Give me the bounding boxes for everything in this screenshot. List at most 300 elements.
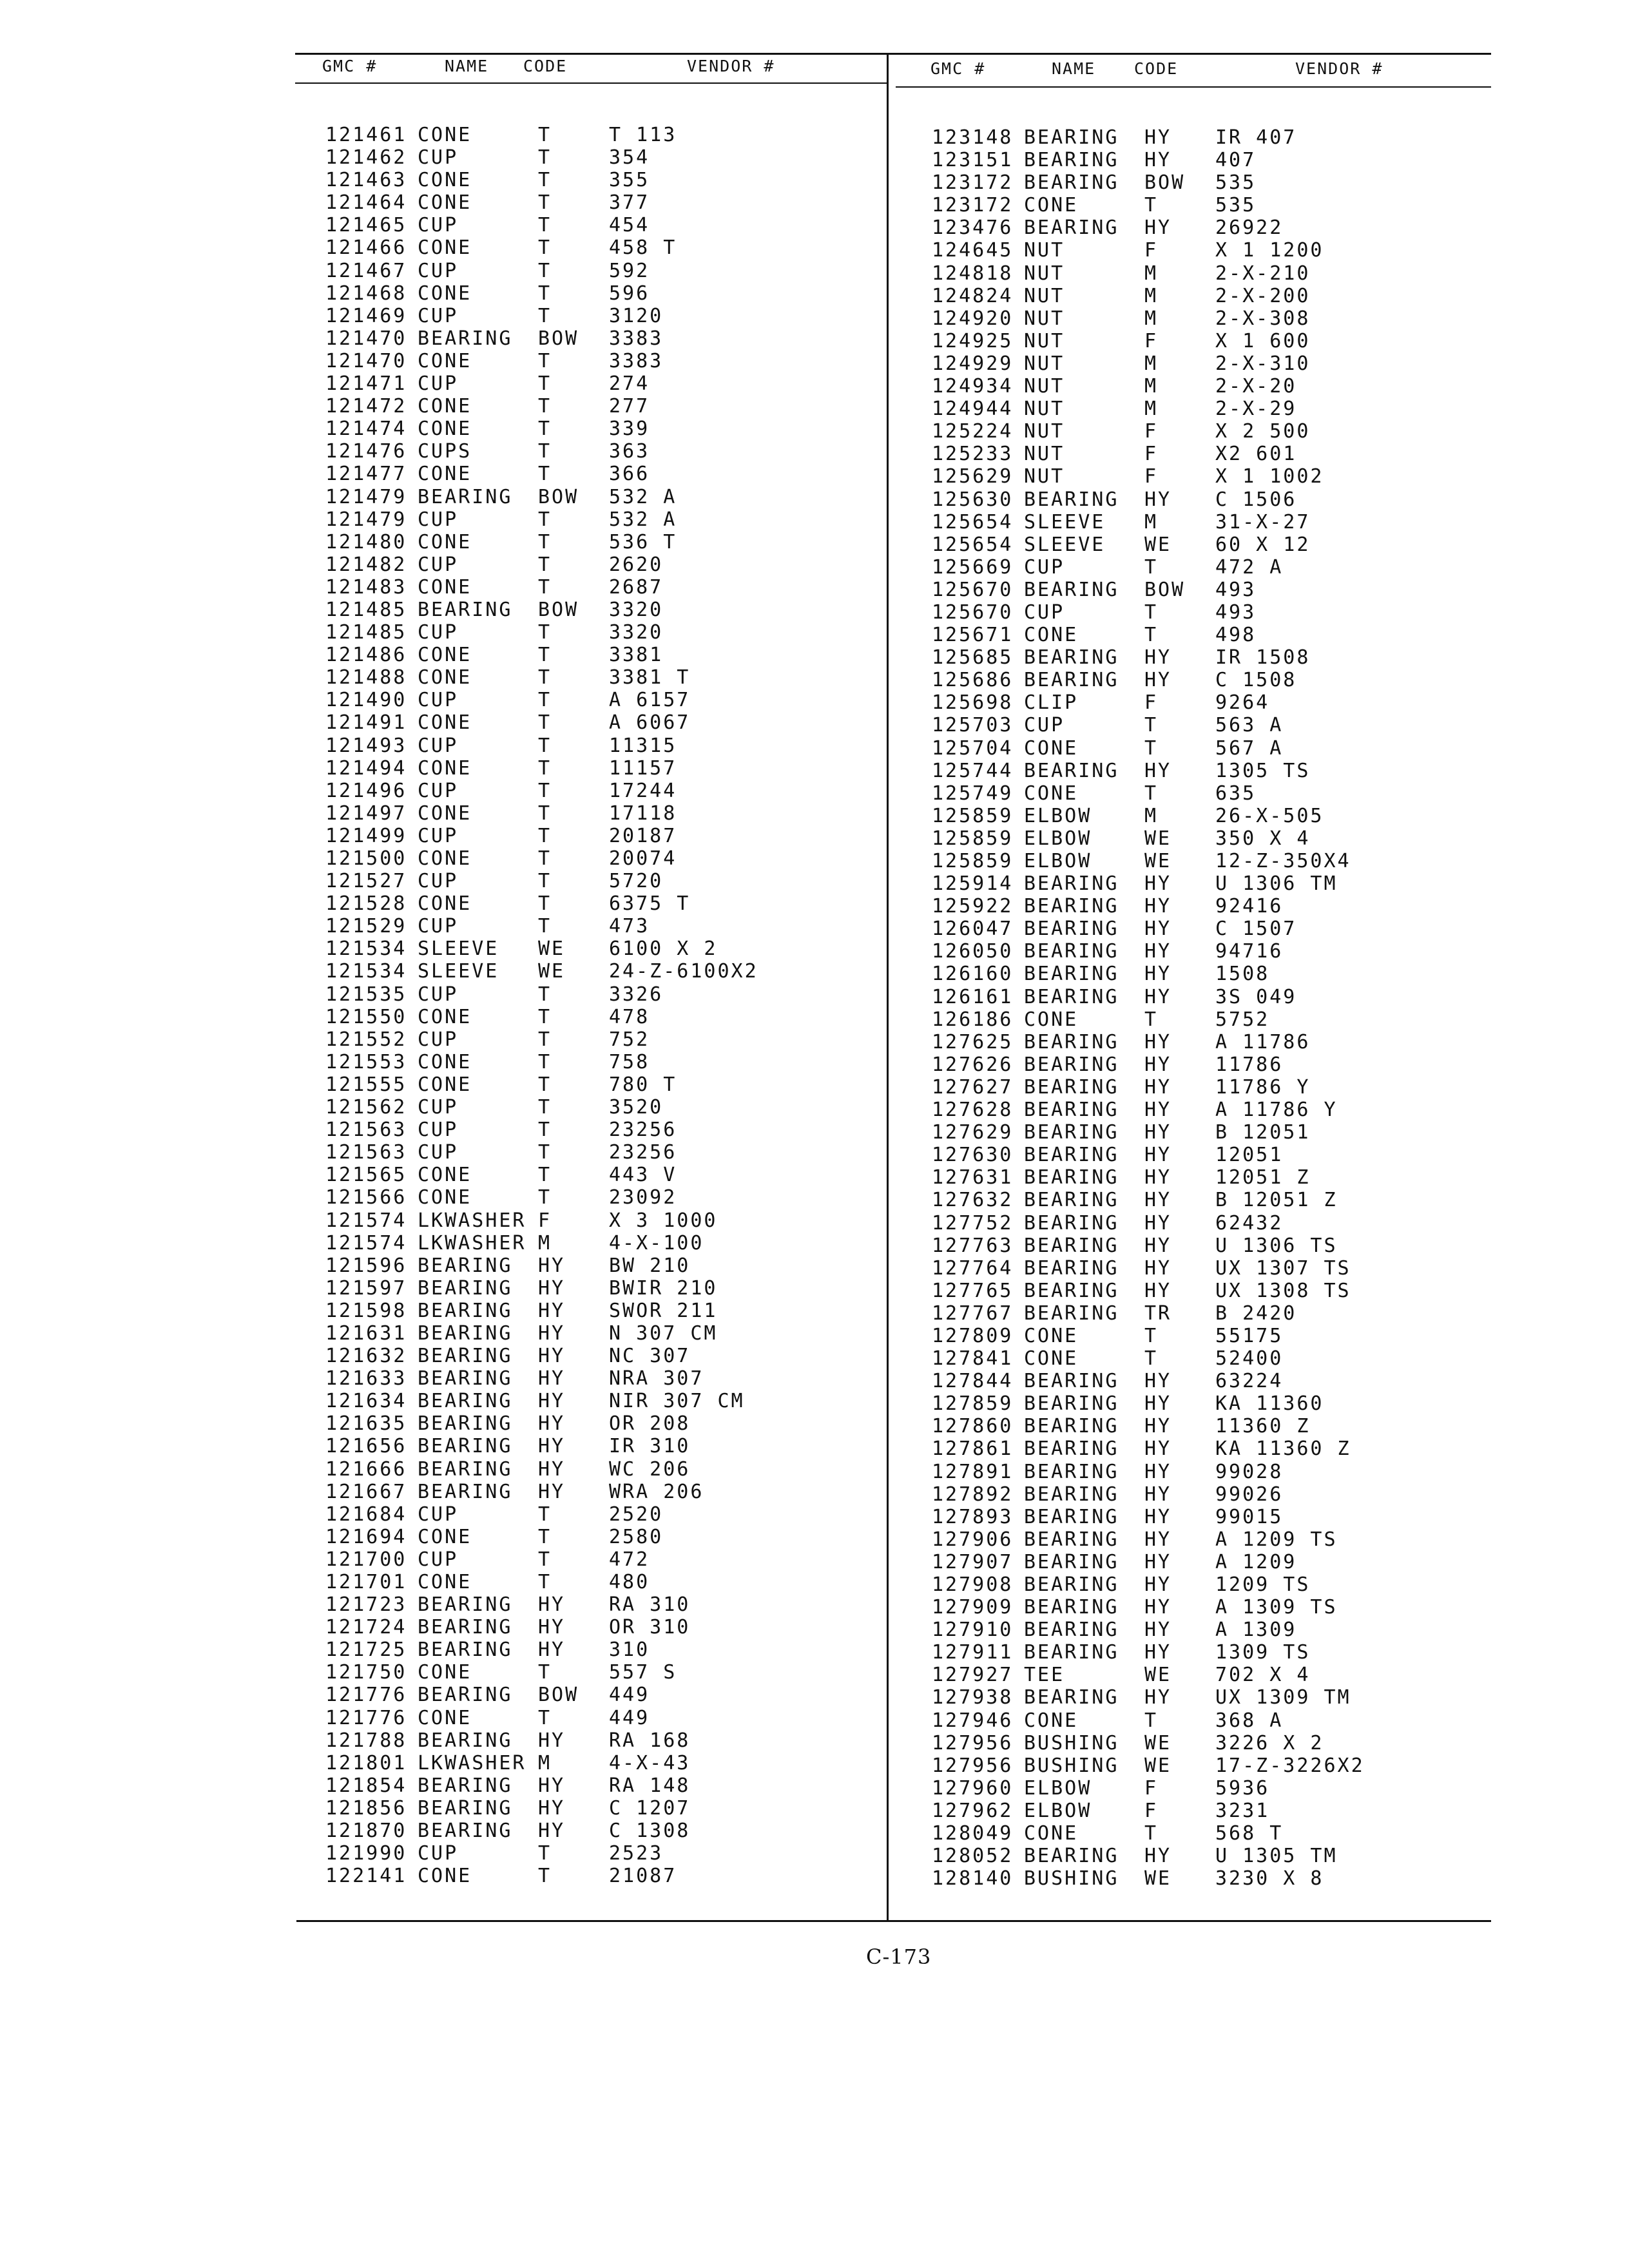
- code-cell: T: [538, 214, 552, 237]
- gmc-cell: 127763: [932, 1234, 1014, 1257]
- name-cell: CUP: [418, 553, 459, 576]
- name-cell: CONE: [418, 847, 472, 870]
- vendor-cell: RA 168: [609, 1729, 691, 1752]
- name-cell: BEARING: [1024, 578, 1119, 601]
- name-cell: CUP: [418, 304, 459, 327]
- gmc-cell: 121666: [325, 1457, 407, 1481]
- name-cell: CONE: [418, 1525, 472, 1548]
- code-cell: T: [538, 1661, 552, 1684]
- name-cell: BEARING: [1024, 669, 1119, 692]
- name-cell: CONE: [418, 463, 472, 486]
- name-cell: CONE: [418, 711, 472, 735]
- header-name: NAME: [445, 57, 489, 75]
- code-cell: T: [1144, 782, 1159, 805]
- code-cell: T: [538, 1865, 552, 1888]
- vendor-cell: 407: [1215, 149, 1257, 172]
- vendor-cell: UX 1309 TM: [1215, 1686, 1351, 1709]
- gmc-cell: 127631: [932, 1166, 1014, 1189]
- gmc-cell: 124929: [932, 352, 1014, 375]
- name-cell: BEARING: [418, 1774, 513, 1797]
- vendor-cell: 1305 TS: [1215, 759, 1311, 782]
- gmc-cell: 121550: [325, 1005, 407, 1028]
- gmc-cell: 121480: [325, 530, 407, 553]
- code-cell: HY: [538, 1345, 566, 1368]
- vendor-cell: 2-X-29: [1215, 398, 1297, 421]
- gmc-cell: 124818: [932, 262, 1014, 285]
- vendor-cell: U 1306 TS: [1215, 1234, 1338, 1257]
- code-cell: HY: [1144, 1550, 1172, 1573]
- gmc-cell: 123151: [932, 149, 1014, 172]
- gmc-cell: 121464: [325, 191, 407, 215]
- code-cell: HY: [1144, 1483, 1172, 1506]
- vendor-cell: 355: [609, 169, 650, 192]
- vendor-cell: 5936: [1215, 1776, 1270, 1800]
- code-cell: HY: [1144, 646, 1172, 669]
- code-cell: T: [538, 983, 552, 1006]
- code-cell: HY: [1144, 1437, 1172, 1461]
- name-cell: CUP: [418, 1503, 459, 1526]
- name-cell: BEARING: [1024, 1302, 1119, 1325]
- name-cell: SLEEVE: [418, 937, 499, 961]
- vendor-cell: 23256: [609, 1141, 677, 1164]
- name-cell: NUT: [1024, 443, 1065, 466]
- gmc-cell: 121494: [325, 756, 407, 780]
- vendor-cell: 1209 TS: [1215, 1573, 1311, 1596]
- gmc-cell: 121776: [325, 1706, 407, 1729]
- name-cell: CONE: [418, 191, 472, 215]
- vendor-cell: 12051: [1215, 1144, 1284, 1167]
- name-cell: CONE: [418, 236, 472, 260]
- code-cell: T: [1144, 624, 1159, 647]
- gmc-cell: 121470: [325, 327, 407, 350]
- code-cell: HY: [1144, 1075, 1172, 1099]
- code-cell: HY: [1144, 1144, 1172, 1167]
- name-cell: CUP: [418, 1141, 459, 1164]
- name-cell: BUSHING: [1024, 1867, 1119, 1890]
- gmc-cell: 121472: [325, 395, 407, 418]
- name-cell: CUP: [418, 146, 459, 169]
- vendor-cell: 568 T: [1215, 1822, 1284, 1845]
- code-cell: T: [538, 1525, 552, 1548]
- gmc-cell: 121635: [325, 1412, 407, 1436]
- name-cell: BEARING: [1024, 1121, 1119, 1144]
- vendor-cell: 532 A: [609, 508, 677, 531]
- header-rule-left: [295, 82, 887, 84]
- vendor-cell: 63224: [1215, 1370, 1284, 1393]
- name-cell: CUP: [418, 372, 459, 396]
- gmc-cell: 121483: [325, 575, 407, 599]
- name-cell: CONE: [418, 349, 472, 372]
- gmc-cell: 125859: [932, 827, 1014, 850]
- code-cell: HY: [1144, 1573, 1172, 1596]
- top-rule-left: [295, 53, 887, 55]
- gmc-cell: 121990: [325, 1842, 407, 1865]
- gmc-cell: 121563: [325, 1141, 407, 1164]
- page-number: C-173: [866, 1945, 932, 1969]
- name-cell: NUT: [1024, 329, 1065, 352]
- code-cell: F: [1144, 329, 1159, 352]
- code-cell: WE: [1144, 1754, 1172, 1777]
- name-cell: CONE: [418, 1050, 472, 1073]
- vendor-cell: 493: [1215, 601, 1257, 624]
- gmc-cell: 125629: [932, 465, 1014, 488]
- gmc-cell: 121497: [325, 802, 407, 825]
- code-cell: T: [1144, 714, 1159, 737]
- code-cell: T: [538, 892, 552, 916]
- code-cell: HY: [1144, 1641, 1172, 1664]
- gmc-cell: 127764: [932, 1256, 1014, 1280]
- gmc-cell: 121479: [325, 508, 407, 531]
- name-cell: LKWASHER: [418, 1751, 526, 1774]
- name-cell: CUP: [418, 824, 459, 847]
- gmc-cell: 121633: [325, 1367, 407, 1390]
- code-cell: HY: [538, 1276, 566, 1300]
- vendor-cell: 52400: [1215, 1347, 1284, 1370]
- name-cell: NUT: [1024, 465, 1065, 488]
- vendor-cell: 354: [609, 146, 650, 169]
- gmc-cell: 121529: [325, 915, 407, 938]
- code-cell: HY: [1144, 1686, 1172, 1709]
- code-cell: T: [538, 1119, 552, 1142]
- vendor-cell: BW 210: [609, 1254, 691, 1277]
- name-cell: CONE: [1024, 624, 1079, 647]
- name-cell: BEARING: [1024, 1211, 1119, 1235]
- vendor-cell: 3226 X 2: [1215, 1731, 1324, 1754]
- name-cell: BEARING: [418, 485, 513, 508]
- code-cell: T: [538, 349, 552, 372]
- name-cell: NUT: [1024, 262, 1065, 285]
- vendor-cell: 26922: [1215, 216, 1284, 240]
- code-cell: HY: [1144, 1279, 1172, 1302]
- vendor-cell: 596: [609, 282, 650, 305]
- name-cell: BEARING: [1024, 1256, 1119, 1280]
- name-cell: CONE: [418, 418, 472, 441]
- vendor-cell: 11360 Z: [1215, 1415, 1311, 1438]
- gmc-cell: 127892: [932, 1483, 1014, 1506]
- name-cell: BEARING: [1024, 759, 1119, 782]
- code-cell: F: [1144, 239, 1159, 262]
- gmc-cell: 121725: [325, 1639, 407, 1662]
- code-cell: F: [1144, 1776, 1159, 1800]
- code-cell: HY: [1144, 985, 1172, 1008]
- gmc-cell: 121596: [325, 1254, 407, 1277]
- gmc-cell: 121534: [325, 960, 407, 983]
- name-cell: BEARING: [418, 1796, 513, 1820]
- vendor-cell: 3326: [609, 983, 664, 1006]
- name-cell: CUP: [418, 1119, 459, 1142]
- name-cell: BEARING: [418, 1254, 513, 1277]
- gmc-cell: 121723: [325, 1593, 407, 1617]
- header-code: CODE: [523, 57, 568, 75]
- name-cell: CUP: [418, 214, 459, 237]
- name-cell: BEARING: [1024, 488, 1119, 511]
- vendor-cell: NRA 307: [609, 1367, 704, 1390]
- name-cell: CONE: [1024, 1709, 1079, 1732]
- code-cell: T: [538, 169, 552, 192]
- name-cell: BEARING: [1024, 171, 1119, 195]
- code-cell: M: [1144, 352, 1159, 375]
- code-cell: T: [1144, 1347, 1159, 1370]
- code-cell: HY: [1144, 669, 1172, 692]
- code-cell: M: [1144, 307, 1159, 330]
- code-cell: T: [538, 1548, 552, 1571]
- code-cell: T: [538, 191, 552, 215]
- name-cell: ELBOW: [1024, 827, 1092, 850]
- vendor-cell: 2523: [609, 1842, 664, 1865]
- gmc-cell: 125704: [932, 736, 1014, 760]
- code-cell: T: [1144, 1008, 1159, 1031]
- vendor-cell: OR 208: [609, 1412, 691, 1436]
- name-cell: BEARING: [1024, 1053, 1119, 1076]
- vendor-cell: 2-X-200: [1215, 284, 1311, 307]
- vendor-cell: 535: [1215, 171, 1257, 195]
- gmc-cell: 121598: [325, 1299, 407, 1322]
- code-cell: HY: [1144, 1211, 1172, 1235]
- vendor-cell: X 1 1200: [1215, 239, 1324, 262]
- code-cell: BOW: [1144, 171, 1186, 195]
- vendor-cell: B 12051: [1215, 1121, 1311, 1144]
- code-cell: T: [538, 1073, 552, 1096]
- name-cell: BEARING: [418, 1367, 513, 1390]
- name-cell: CONE: [418, 892, 472, 916]
- code-cell: T: [538, 530, 552, 553]
- code-cell: T: [538, 1186, 552, 1209]
- code-cell: M: [1144, 398, 1159, 421]
- name-cell: SLEEVE: [1024, 533, 1106, 556]
- code-cell: T: [538, 689, 552, 712]
- gmc-cell: 121667: [325, 1480, 407, 1503]
- vendor-cell: KA 11360 Z: [1215, 1437, 1351, 1461]
- code-cell: F: [1144, 443, 1159, 466]
- code-cell: M: [1144, 804, 1159, 827]
- gmc-cell: 121471: [325, 372, 407, 396]
- name-cell: CONE: [1024, 1008, 1079, 1031]
- vendor-cell: X 3 1000: [609, 1209, 718, 1232]
- code-cell: BOW: [538, 1684, 579, 1707]
- name-cell: BEARING: [1024, 1279, 1119, 1302]
- gmc-cell: 127767: [932, 1302, 1014, 1325]
- gmc-cell: 128140: [932, 1867, 1014, 1890]
- code-cell: M: [1144, 262, 1159, 285]
- vendor-cell: 3231: [1215, 1799, 1270, 1822]
- name-cell: BEARING: [1024, 1166, 1119, 1189]
- code-cell: T: [1144, 736, 1159, 760]
- gmc-cell: 121462: [325, 146, 407, 169]
- code-cell: HY: [1144, 1596, 1172, 1619]
- name-cell: CUPS: [418, 440, 472, 463]
- code-cell: T: [538, 870, 552, 893]
- vendor-cell: 3381 T: [609, 666, 691, 689]
- vendor-cell: 6375 T: [609, 892, 691, 916]
- name-cell: ELBOW: [1024, 850, 1092, 872]
- vendor-cell: U 1305 TM: [1215, 1845, 1338, 1868]
- vendor-cell: C 1308: [609, 1820, 691, 1843]
- name-cell: CUP: [418, 1028, 459, 1051]
- name-cell: CUP: [418, 621, 459, 644]
- code-cell: HY: [1144, 1505, 1172, 1528]
- gmc-cell: 127629: [932, 1121, 1014, 1144]
- vendor-cell: 3230 X 8: [1215, 1867, 1324, 1890]
- name-cell: BEARING: [1024, 872, 1119, 896]
- name-cell: BEARING: [418, 1480, 513, 1503]
- code-cell: T: [538, 1028, 552, 1051]
- vendor-cell: 2-X-308: [1215, 307, 1311, 330]
- header-code: CODE: [1134, 59, 1179, 78]
- vendor-cell: 449: [609, 1706, 650, 1729]
- vendor-cell: X 2 500: [1215, 420, 1311, 443]
- code-cell: HY: [1144, 1234, 1172, 1257]
- gmc-cell: 121474: [325, 418, 407, 441]
- code-cell: HY: [1144, 1370, 1172, 1393]
- gmc-cell: 121479: [325, 485, 407, 508]
- vendor-cell: 17118: [609, 802, 677, 825]
- vendor-cell: C 1507: [1215, 918, 1297, 941]
- header-gmc: GMC #: [930, 59, 986, 78]
- gmc-cell: 125233: [932, 443, 1014, 466]
- code-cell: WE: [1144, 1664, 1172, 1687]
- vendor-cell: 99028: [1215, 1460, 1284, 1483]
- vendor-cell: 23256: [609, 1119, 677, 1142]
- name-cell: BEARING: [1024, 1099, 1119, 1122]
- name-cell: BEARING: [1024, 149, 1119, 172]
- gmc-cell: 121656: [325, 1435, 407, 1458]
- code-cell: T: [538, 508, 552, 531]
- gmc-cell: 127765: [932, 1279, 1014, 1302]
- name-cell: BEARING: [1024, 1437, 1119, 1461]
- code-cell: T: [1144, 1709, 1159, 1732]
- vendor-cell: 449: [609, 1684, 650, 1707]
- vendor-cell: 2620: [609, 553, 664, 576]
- code-cell: HY: [1144, 1460, 1172, 1483]
- vendor-cell: 11315: [609, 734, 677, 757]
- vendor-cell: A 6067: [609, 711, 691, 735]
- gmc-cell: 125859: [932, 804, 1014, 827]
- name-cell: BEARING: [1024, 1573, 1119, 1596]
- vendor-cell: 363: [609, 440, 650, 463]
- code-cell: T: [538, 236, 552, 260]
- code-cell: F: [538, 1209, 552, 1232]
- vendor-cell: 55175: [1215, 1324, 1284, 1347]
- vendor-cell: X 1 600: [1215, 329, 1311, 352]
- gmc-cell: 127627: [932, 1075, 1014, 1099]
- vendor-cell: 2-X-310: [1215, 352, 1311, 375]
- gmc-cell: 121563: [325, 1119, 407, 1142]
- name-cell: BEARING: [1024, 1845, 1119, 1868]
- code-cell: HY: [1144, 1415, 1172, 1438]
- gmc-cell: 121485: [325, 598, 407, 621]
- vendor-cell: 2520: [609, 1503, 664, 1526]
- vendor-cell: 31-X-27: [1215, 510, 1311, 533]
- code-cell: WE: [538, 937, 566, 961]
- gmc-cell: 127938: [932, 1686, 1014, 1709]
- gmc-cell: 125630: [932, 488, 1014, 511]
- vendor-cell: 478: [609, 1005, 650, 1028]
- vendor-cell: WC 206: [609, 1457, 691, 1481]
- vendor-cell: 458 T: [609, 236, 677, 260]
- gmc-cell: 125698: [932, 691, 1014, 715]
- vendor-cell: 1309 TS: [1215, 1641, 1311, 1664]
- vendor-cell: 92416: [1215, 895, 1284, 918]
- gmc-cell: 121574: [325, 1231, 407, 1254]
- gmc-cell: 126186: [932, 1008, 1014, 1031]
- gmc-cell: 127907: [932, 1550, 1014, 1573]
- code-cell: T: [538, 259, 552, 282]
- gmc-cell: 125703: [932, 714, 1014, 737]
- name-cell: CUP: [418, 1842, 459, 1865]
- vendor-cell: 4-X-100: [609, 1231, 704, 1254]
- name-cell: SLEEVE: [1024, 510, 1106, 533]
- name-cell: NUT: [1024, 284, 1065, 307]
- vendor-cell: B 12051 Z: [1215, 1189, 1338, 1212]
- gmc-cell: 121470: [325, 349, 407, 372]
- code-cell: HY: [538, 1616, 566, 1639]
- gmc-cell: 127946: [932, 1709, 1014, 1732]
- gmc-cell: 124925: [932, 329, 1014, 352]
- code-cell: HY: [538, 1457, 566, 1481]
- code-cell: BOW: [538, 598, 579, 621]
- gmc-cell: 121490: [325, 689, 407, 712]
- name-cell: BEARING: [1024, 1528, 1119, 1551]
- code-cell: HY: [1144, 940, 1172, 963]
- gmc-cell: 125671: [932, 624, 1014, 647]
- vendor-cell: X 1 1002: [1215, 465, 1324, 488]
- code-cell: TR: [1144, 1302, 1172, 1325]
- name-cell: CONE: [1024, 1347, 1079, 1370]
- code-cell: T: [538, 1571, 552, 1593]
- vendor-cell: A 6157: [609, 689, 691, 712]
- code-cell: HY: [1144, 1619, 1172, 1642]
- gmc-cell: 124824: [932, 284, 1014, 307]
- gmc-cell: 127909: [932, 1596, 1014, 1619]
- vendor-cell: 310: [609, 1639, 650, 1662]
- gmc-cell: 121496: [325, 779, 407, 802]
- gmc-cell: 121528: [325, 892, 407, 916]
- gmc-cell: 121634: [325, 1390, 407, 1413]
- vendor-cell: 635: [1215, 782, 1257, 805]
- header-rule-right: [896, 86, 1491, 88]
- header-gmc: GMC #: [322, 57, 378, 75]
- code-cell: BOW: [538, 327, 579, 350]
- vendor-cell: 780 T: [609, 1073, 677, 1096]
- name-cell: NUT: [1024, 239, 1065, 262]
- name-cell: BEARING: [1024, 1030, 1119, 1053]
- name-cell: CONE: [418, 1164, 472, 1187]
- name-cell: BEARING: [418, 1820, 513, 1843]
- name-cell: CONE: [418, 530, 472, 553]
- code-cell: T: [1144, 1822, 1159, 1845]
- code-cell: T: [538, 1050, 552, 1073]
- name-cell: CUP: [418, 779, 459, 802]
- gmc-cell: 121476: [325, 440, 407, 463]
- gmc-cell: 121527: [325, 870, 407, 893]
- code-cell: T: [538, 666, 552, 689]
- vendor-cell: 277: [609, 395, 650, 418]
- vendor-cell: 472: [609, 1548, 650, 1571]
- gmc-cell: 121724: [325, 1616, 407, 1639]
- vendor-cell: X2 601: [1215, 443, 1297, 466]
- code-cell: T: [538, 1706, 552, 1729]
- gmc-cell: 121485: [325, 621, 407, 644]
- code-cell: HY: [1144, 1030, 1172, 1053]
- vendor-cell: 3S 049: [1215, 985, 1297, 1008]
- name-cell: NUT: [1024, 375, 1065, 398]
- code-cell: F: [1144, 1799, 1159, 1822]
- name-cell: LKWASHER: [418, 1231, 526, 1254]
- vendor-cell: IR 407: [1215, 126, 1297, 149]
- name-cell: NUT: [1024, 307, 1065, 330]
- code-cell: F: [1144, 691, 1159, 715]
- header-vendor: VENDOR #: [687, 57, 775, 75]
